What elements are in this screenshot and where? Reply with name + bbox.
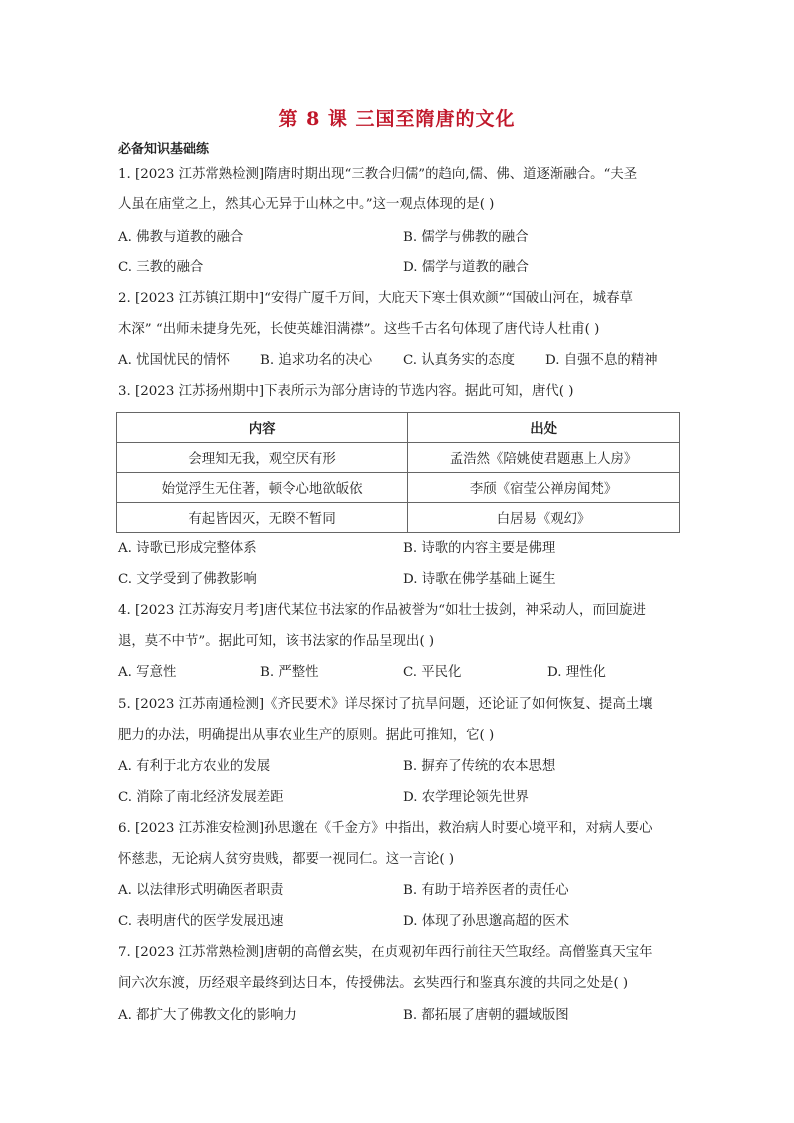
q2-option-c: C. 认真务实的态度 xyxy=(403,353,516,368)
q5-stem-line2: 肥力的办法，明确提出从事农业生产的原则。据此可推知，它( ) xyxy=(118,728,495,743)
table-cell: 始觉浮生无住著，顿令心地欲皈依 xyxy=(117,473,408,503)
q6-stem-line2: 怀慈悲，无论病人贫穷贵贱，都要一视同仁。这一言论( ) xyxy=(118,852,455,867)
table-cell: 会理知无我，观空厌有形 xyxy=(117,443,408,473)
q3-option-a: A. 诗歌已形成完整体系 xyxy=(118,541,257,556)
q3-option-b: B. 诗歌的内容主要是佛理 xyxy=(403,541,556,556)
q7-stem-line2: 间六次东渡，历经艰辛最终到达日本，传授佛法。玄奘西行和鉴真东渡的共同之处是( ) xyxy=(118,976,629,991)
q1-option-c: C. 三教的融合 xyxy=(118,260,204,275)
q2-stem-line1: 2. [2023 江苏镇江期中]“安得广厦千万间，大庇天下寒士俱欢颜”“国破山河在，城春草 xyxy=(118,291,633,306)
q4-option-c: C. 平民化 xyxy=(403,665,462,680)
q7-option-a: A. 都扩大了佛教文化的影响力 xyxy=(118,1008,297,1023)
q7-option-b: B. 都拓展了唐朝的疆域版图 xyxy=(403,1008,569,1023)
q1-stem-line1: 1. [2023 江苏常熟检测]隋唐时期出现“三教合归儒”的趋向,儒、佛、道逐渐融合。“夫圣 xyxy=(118,167,638,182)
q5-option-c: C. 消除了南北经济发展差距 xyxy=(118,790,284,805)
table-header-source: 出处 xyxy=(408,413,680,443)
q5-option-b: B. 摒弃了传统的农本思想 xyxy=(403,759,556,774)
q6-option-c: C. 表明唐代的医学发展迅速 xyxy=(118,914,284,929)
q6-option-b: B. 有助于培养医者的责任心 xyxy=(403,883,569,898)
table-row xyxy=(117,503,680,533)
q5-stem-line1: 5. [2023 江苏南通检测]《齐民要术》详尽探讨了抗旱问题，还论证了如何恢复、提高土壤 xyxy=(118,697,653,712)
q3-stem-line1: 3. [2023 江苏扬州期中]下表所示为部分唐诗的节选内容。据此可知，唐代( ) xyxy=(118,384,574,399)
q6-stem-line1: 6. [2023 江苏淮安检测]孙思邈在《千金方》中指出，救治病人时要心境平和，对病人要心 xyxy=(118,821,653,836)
table-cell: 孟浩然《陪姚使君题惠上人房》 xyxy=(408,443,680,473)
q4-option-d: D. 理性化 xyxy=(547,665,606,680)
q6-option-d: D. 体现了孙思邈高超的医术 xyxy=(403,914,570,929)
q1-option-b: B. 儒学与佛教的融合 xyxy=(403,230,529,245)
q5-option-d: D. 农学理论领先世界 xyxy=(403,790,529,805)
section-heading: 必备知识基础练 xyxy=(118,142,210,157)
q7-stem-line1: 7. [2023 江苏常熟检测]唐朝的高僧玄奘，在贞观初年西行前往天竺取经。高僧鉴真天宝年 xyxy=(118,945,653,960)
table-cell: 白居易《观幻》 xyxy=(408,503,680,533)
source-table xyxy=(116,412,680,533)
table-cell: 李颀《宿莹公禅房闻梵》 xyxy=(408,473,680,503)
page-title: 第 8 课 三国至隋唐的文化 xyxy=(278,108,516,130)
q2-stem-line2: 木深” “出师未捷身先死，长使英雄泪满襟”。这些千古名句体现了唐代诗人杜甫( ) xyxy=(118,322,600,337)
q2-option-b: B. 追求功名的决心 xyxy=(260,353,373,368)
q4-stem-line2: 退，莫不中节”。据此可知，该书法家的作品呈现出( ) xyxy=(118,634,435,649)
q6-option-a: A. 以法律形式明确医者职责 xyxy=(118,883,284,898)
q3-option-d: D. 诗歌在佛学基础上诞生 xyxy=(403,572,556,587)
q3-option-c: C. 文学受到了佛教影响 xyxy=(118,572,257,587)
q4-stem-line1: 4. [2023 江苏海安月考]唐代某位书法家的作品被誉为“如壮士拔剑，神采动人，而回旋进 xyxy=(118,603,646,618)
table-cell: 有起皆因灭，无睽不暂同 xyxy=(117,503,408,533)
table-header-row xyxy=(117,413,680,443)
table-row xyxy=(117,473,680,503)
q4-option-b: B. 严整性 xyxy=(260,665,319,680)
q2-option-a: A. 忧国忧民的情怀 xyxy=(118,353,230,368)
q1-option-a: A. 佛教与道教的融合 xyxy=(118,230,244,245)
q5-option-a: A. 有利于北方农业的发展 xyxy=(118,759,271,774)
table-header-content: 内容 xyxy=(117,413,408,443)
q2-option-d: D. 自强不息的精神 xyxy=(545,353,658,368)
table-row xyxy=(117,443,680,473)
q1-stem-line2: 人虽在庙堂之上，然其心无异于山林之中。”这一观点体现的是( ) xyxy=(118,197,495,212)
q1-option-d: D. 儒学与道教的融合 xyxy=(403,260,529,275)
q4-option-a: A. 写意性 xyxy=(118,665,177,680)
